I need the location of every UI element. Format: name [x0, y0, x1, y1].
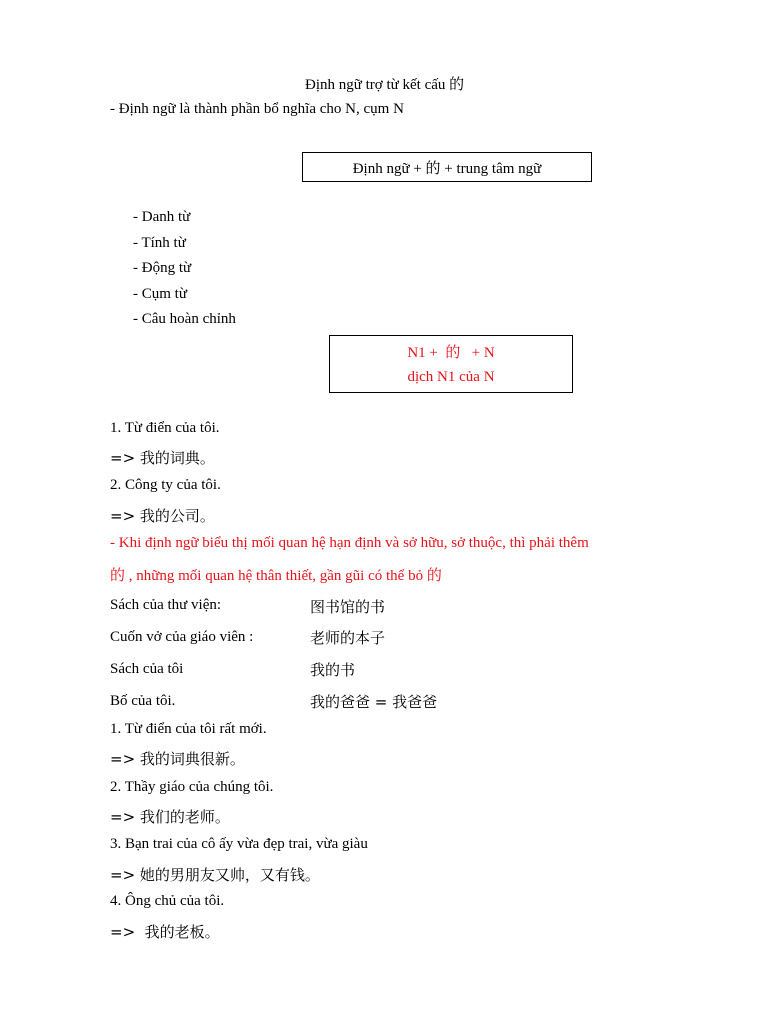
type-item: - Cụm từ	[133, 286, 187, 302]
page-title: Định ngữ trợ từ kết cấu 的	[305, 77, 465, 93]
example-zh: => 我的公司。	[110, 507, 215, 525]
formula-text: Định ngữ + 的 + trung tâm ngữ	[352, 161, 542, 177]
example-zh: => 我的词典。	[110, 449, 215, 467]
example-vi: 2. Công ty của tôi.	[110, 477, 221, 493]
note-line: - Khi định ngữ biểu thị mối quan hệ hạn định và sở hữu, sở thuộc, thì phải thêm	[110, 535, 589, 551]
example-vi: 2. Thầy giáo của chúng tôi.	[110, 779, 274, 795]
formula-box	[302, 152, 592, 182]
pair-zh: 图书馆的书	[310, 598, 386, 616]
example-vi: 3. Bạn trai của cô ấy vừa đẹp trai, vừa giàu	[110, 836, 368, 852]
example-vi: 1. Từ điển của tôi.	[110, 420, 220, 436]
pair-vi: Bố của tôi.	[110, 693, 176, 709]
pair-zh: 我的爸爸 = 我爸爸	[310, 693, 438, 711]
rule-line-translation: dịch N1 của N	[407, 369, 495, 385]
example-vi: 1. Từ điển của tôi rất mới.	[110, 721, 267, 737]
type-item: - Câu hoàn chỉnh	[133, 311, 236, 327]
pair-vi: Cuốn vở của giáo viên :	[110, 629, 254, 645]
note-line: 的 , những mối quan hệ thân thiết, gần gũi có thể bỏ 的	[110, 568, 442, 584]
example-zh: => 我的词典很新。	[110, 750, 245, 768]
rule-box	[329, 335, 573, 393]
definition-line: - Định ngữ là thành phần bổ nghĩa cho N, cụm N	[110, 101, 404, 117]
pair-vi: Sách của tôi	[110, 661, 184, 677]
type-item: - Danh từ	[133, 209, 191, 225]
pair-zh: 老师的本子	[310, 629, 386, 647]
type-item: - Động từ	[133, 260, 192, 276]
pair-zh: 我的书	[310, 661, 356, 679]
example-zh: => 她的男朋友又帅，又有钱。	[110, 866, 320, 884]
rule-line-formula: N1 + 的 + N	[407, 345, 495, 361]
example-zh: => 我的老板。	[110, 923, 220, 941]
type-item: - Tính từ	[133, 235, 186, 251]
example-zh: => 我们的老师。	[110, 808, 230, 826]
example-vi: 4. Ông chủ của tôi.	[110, 893, 225, 909]
pair-vi: Sách của thư viện:	[110, 597, 222, 613]
